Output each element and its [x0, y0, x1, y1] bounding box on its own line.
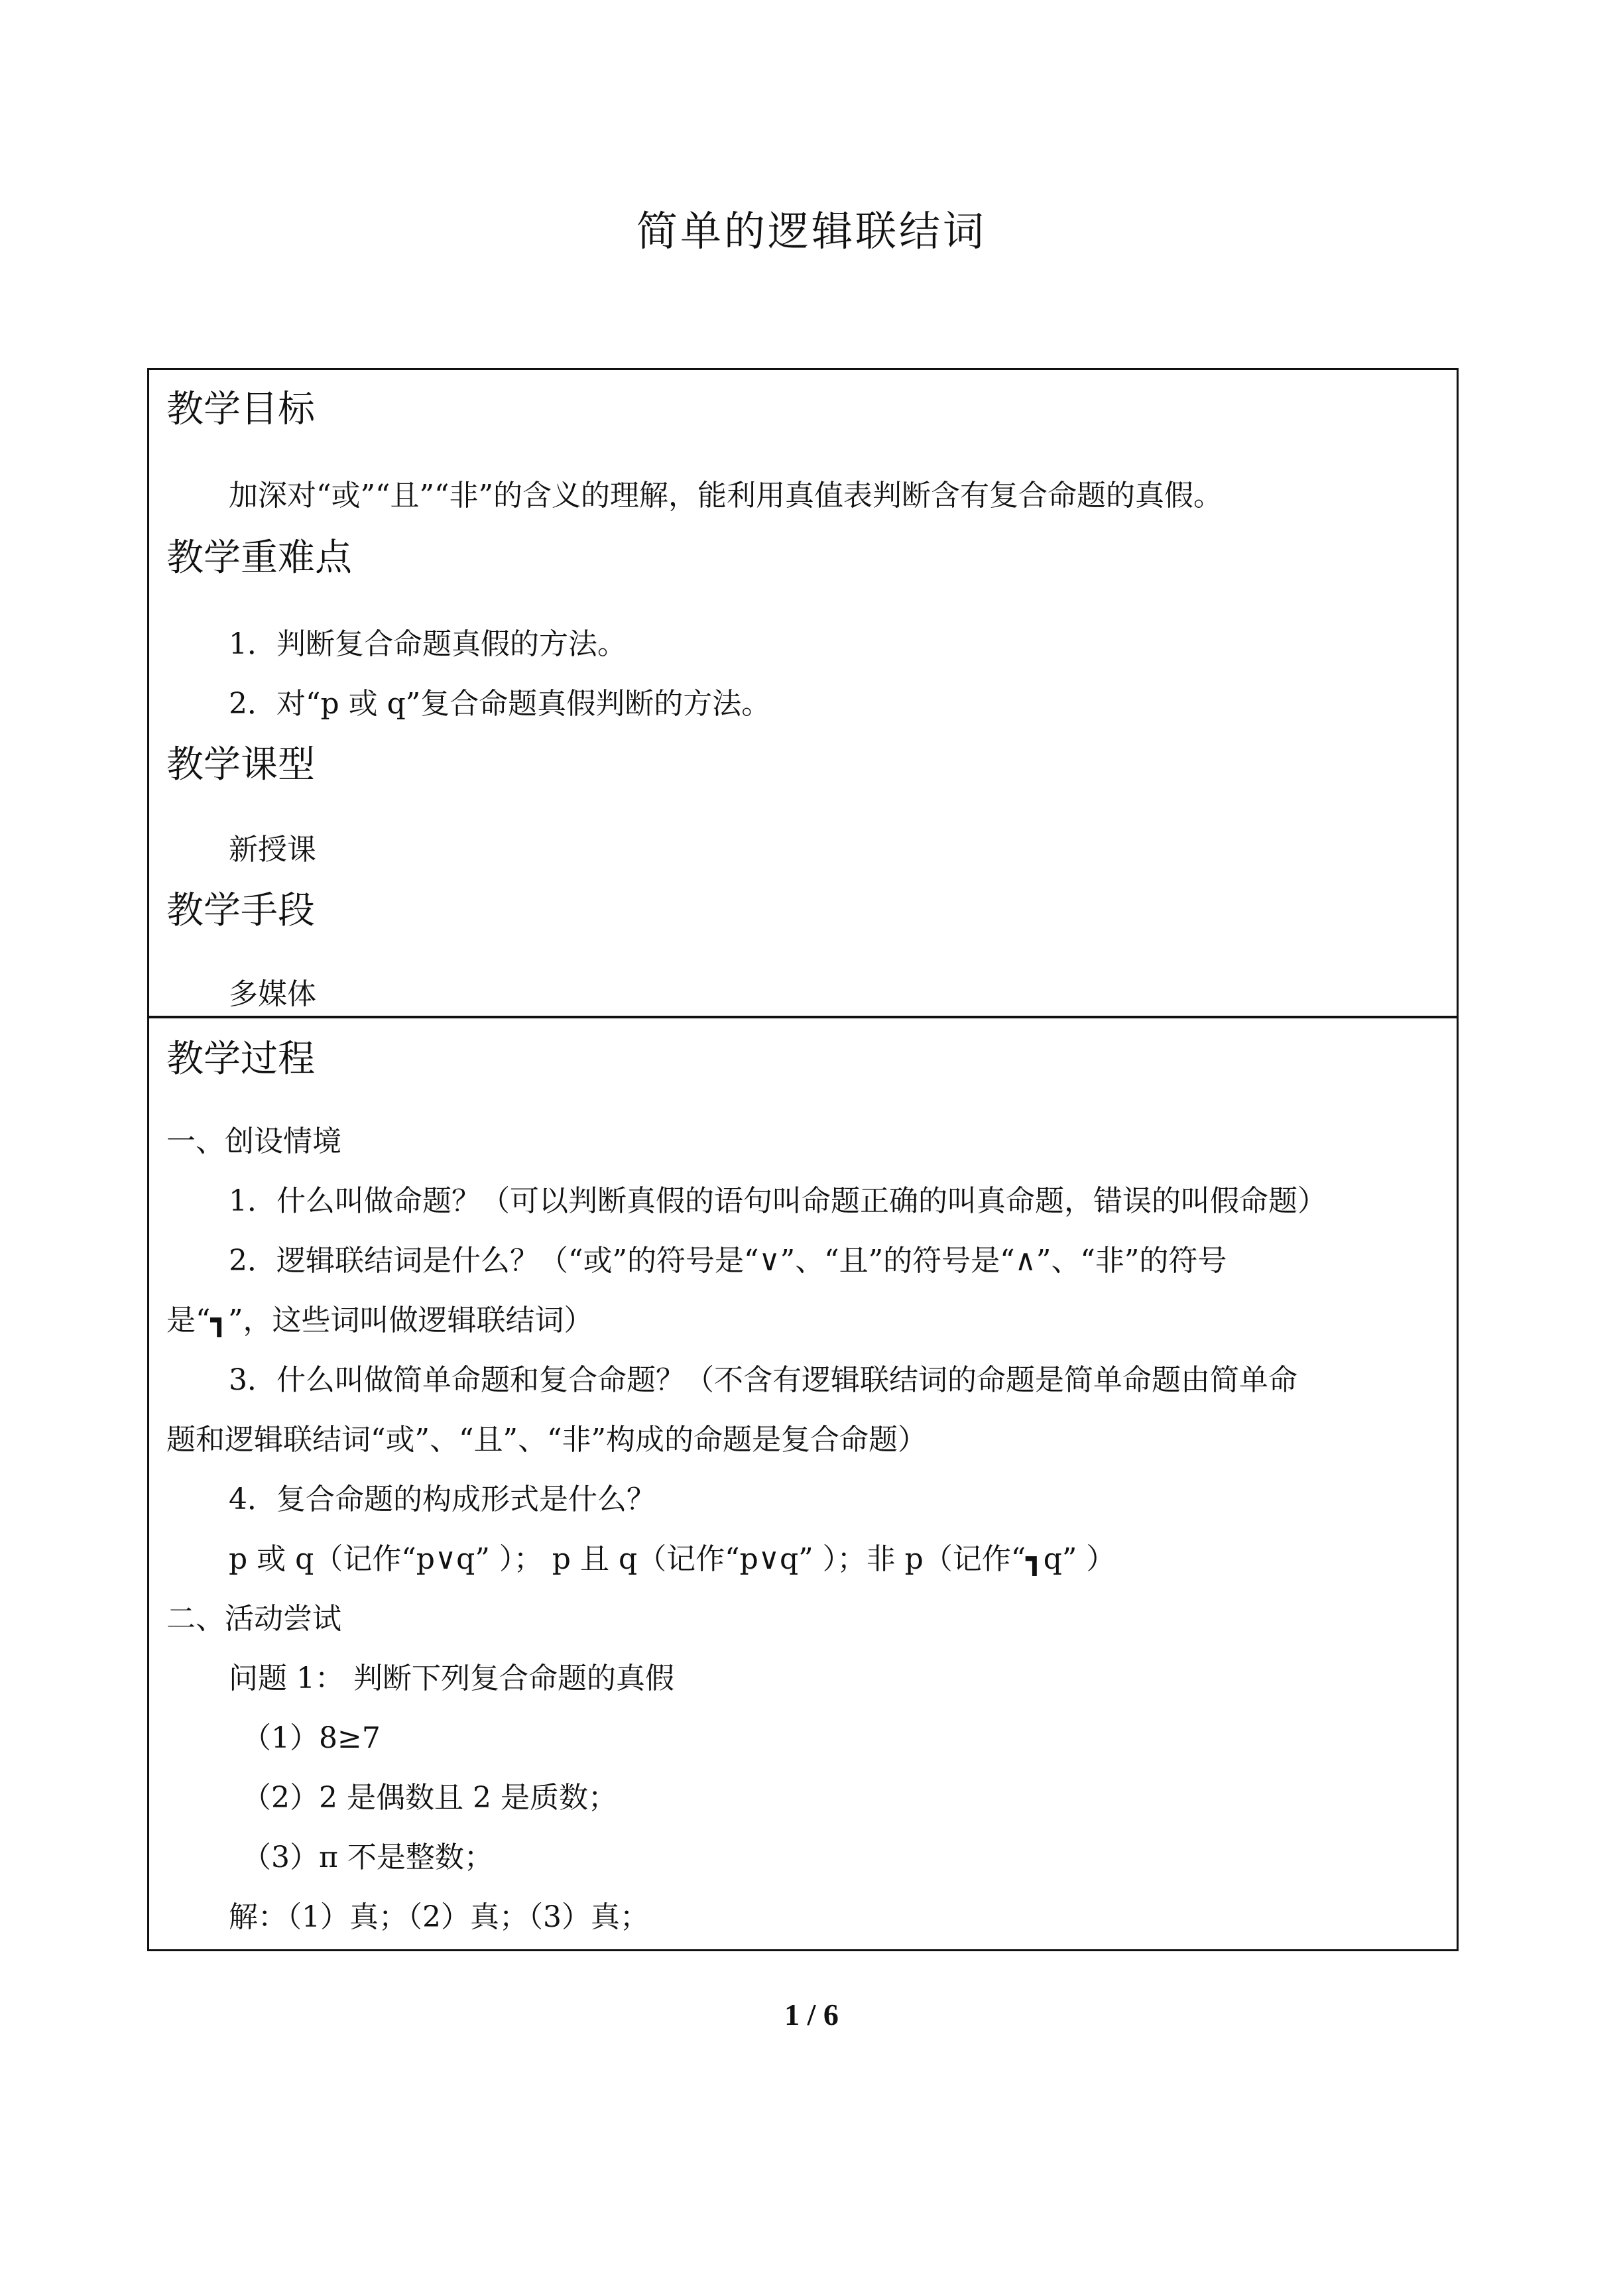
goal-heading: 教学目标 — [166, 388, 315, 431]
question-3-line-1: 3．什么叫做简单命题和复合命题？（不含有逻辑联结词的命题是简单命题由简单命 — [229, 1363, 1297, 1397]
lesson-info-box — [147, 368, 1459, 1018]
document-title: 简单的逻辑联结词 — [636, 207, 987, 255]
difficulty-item: 2．对“p 或 q”复合命题真假判断的方法。 — [229, 687, 771, 721]
difficulty-item: 1．判断复合命题真假的方法。 — [229, 627, 627, 661]
part2-heading: 二、活动尝试 — [166, 1602, 341, 1636]
question-2-line-2: 是“┓”，这些词叫做逻辑联结词） — [166, 1303, 593, 1337]
means-heading: 教学手段 — [166, 889, 315, 932]
process-heading: 教学过程 — [166, 1038, 315, 1081]
difficulty-heading: 教学重难点 — [166, 536, 352, 579]
question-3-line-2: 题和逻辑联结词“或”、“且”、“非”构成的命题是复合命题） — [166, 1423, 927, 1457]
question-2-line-1: 2．逻辑联结词是什么？（“或”的符号是“∨”、“且”的符号是“∧”、“非”的符号 — [229, 1244, 1227, 1278]
means-text: 多媒体 — [229, 977, 316, 1011]
problem-1: 问题 1： 判断下列复合命题的真假 — [229, 1662, 674, 1695]
type-heading: 教学课型 — [166, 743, 315, 786]
part1-heading: 一、创设情境 — [166, 1124, 341, 1158]
question-1: 1．什么叫做命题？（可以判断真假的语句叫命题正确的叫真命题，错误的叫假命题） — [229, 1184, 1327, 1218]
goal-text: 加深对“或”“且”“非”的含义的理解，能利用真值表判断含有复合命题的真假。 — [229, 479, 1223, 513]
compound-forms: p 或 q（记作“p∨q” ）； p 且 q（记作“p∨q” ）；非 p（记作“┓q” ） — [229, 1542, 1116, 1576]
page-number: 1 / 6 — [784, 1998, 839, 2031]
problem-item: （2）2 是偶数且 2 是质数； — [242, 1781, 617, 1815]
problem-item: （3）π 不是整数； — [242, 1841, 493, 1874]
question-4: 4．复合命题的构成形式是什么？ — [229, 1482, 656, 1516]
type-text: 新授课 — [229, 833, 316, 867]
solution: 解：（1）真；（2）真；（3）真； — [229, 1900, 649, 1934]
problem-item: （1）8≥7 — [242, 1721, 381, 1755]
teaching-process-box — [147, 1016, 1459, 1951]
